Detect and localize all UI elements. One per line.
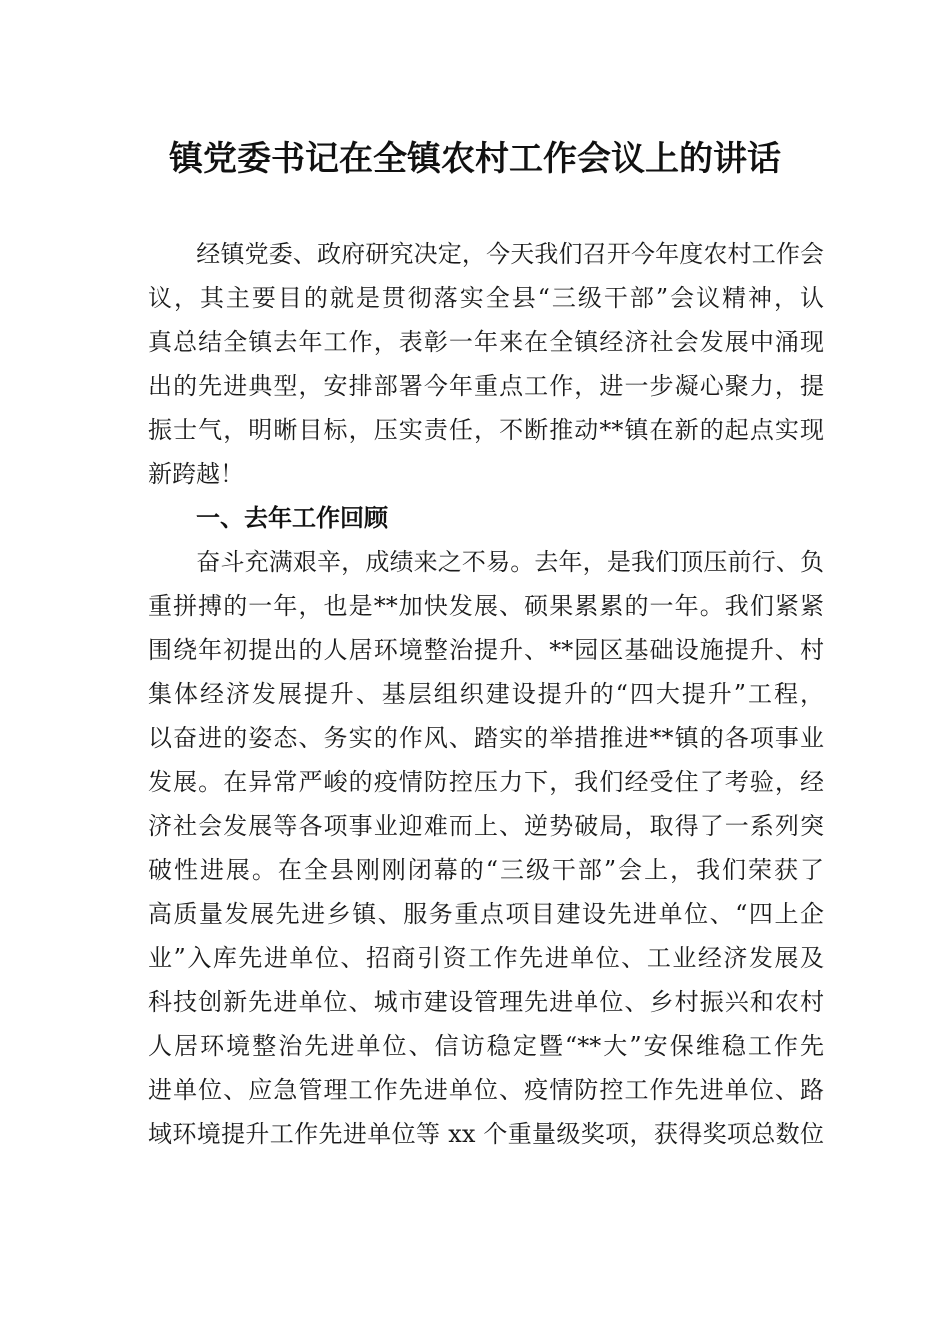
paragraph-line: 进单位、应急管理工作先进单位、疫情防控工作先进单位、路 [148, 1076, 824, 1104]
paragraph-line: 业”入库先进单位、招商引资工作先进单位、工业经济发展及 [148, 944, 824, 972]
paragraph-line: 经镇党委、政府研究决定，今天我们召开今年度农村工作会 [148, 240, 824, 268]
paragraph-line: 议，其主要目的就是贯彻落实全县“三级干部”会议精神，认 [148, 284, 824, 312]
paragraph-line: 新跨越！ [148, 460, 244, 488]
paragraph-line: 科技创新先进单位、城市建设管理先进单位、乡村振兴和农村 [148, 988, 824, 1016]
section1-paragraph [148, 540, 824, 1156]
paragraph-line: 真总结全镇去年工作，表彰一年来在全镇经济社会发展中涌现 [148, 328, 824, 356]
paragraph-line: 高质量发展先进乡镇、服务重点项目建设先进单位、“四上企 [148, 900, 824, 928]
paragraph-line: 重拼搏的一年，也是**加快发展、硕果累累的一年。我们紧紧 [148, 592, 824, 620]
paragraph-line: 围绕年初提出的人居环境整治提升、**园区基础设施提升、村 [148, 636, 824, 664]
paragraph-line: 奋斗充满艰辛，成绩来之不易。去年，是我们顶压前行、负 [148, 548, 824, 576]
paragraph-line: 以奋进的姿态、务实的作风、踏实的举措推进**镇的各项事业 [148, 724, 824, 752]
paragraph-line: 人居环境整治先进单位、信访稳定暨“**大”安保维稳工作先 [148, 1032, 824, 1060]
paragraph-line: 发展。在异常严峻的疫情防控压力下，我们经受住了考验，经 [148, 768, 824, 796]
paragraph-line: 济社会发展等各项事业迎难而上、逆势破局，取得了一系列突 [148, 812, 824, 840]
paragraph-line: 振士气，明晰目标，压实责任，不断推动**镇在新的起点实现 [148, 416, 824, 444]
paragraph-line: 域环境提升工作先进单位等 xx 个重量级奖项，获得奖项总数位 [148, 1120, 824, 1148]
paragraph-line: 集体经济发展提升、基层组织建设提升的“四大提升”工程， [148, 680, 824, 708]
document-body [148, 232, 824, 1156]
paragraph-line: 破性进展。在全县刚刚闭幕的“三级干部”会上，我们荣获了 [148, 856, 824, 884]
section-heading: 一、去年工作回顾 [148, 504, 388, 532]
paragraph-line: 出的先进典型，安排部署今年重点工作，进一步凝心聚力，提 [148, 372, 824, 400]
page-title: 镇党委书记在全镇农村工作会议上的讲话 [169, 139, 781, 179]
intro-paragraph [148, 232, 824, 496]
